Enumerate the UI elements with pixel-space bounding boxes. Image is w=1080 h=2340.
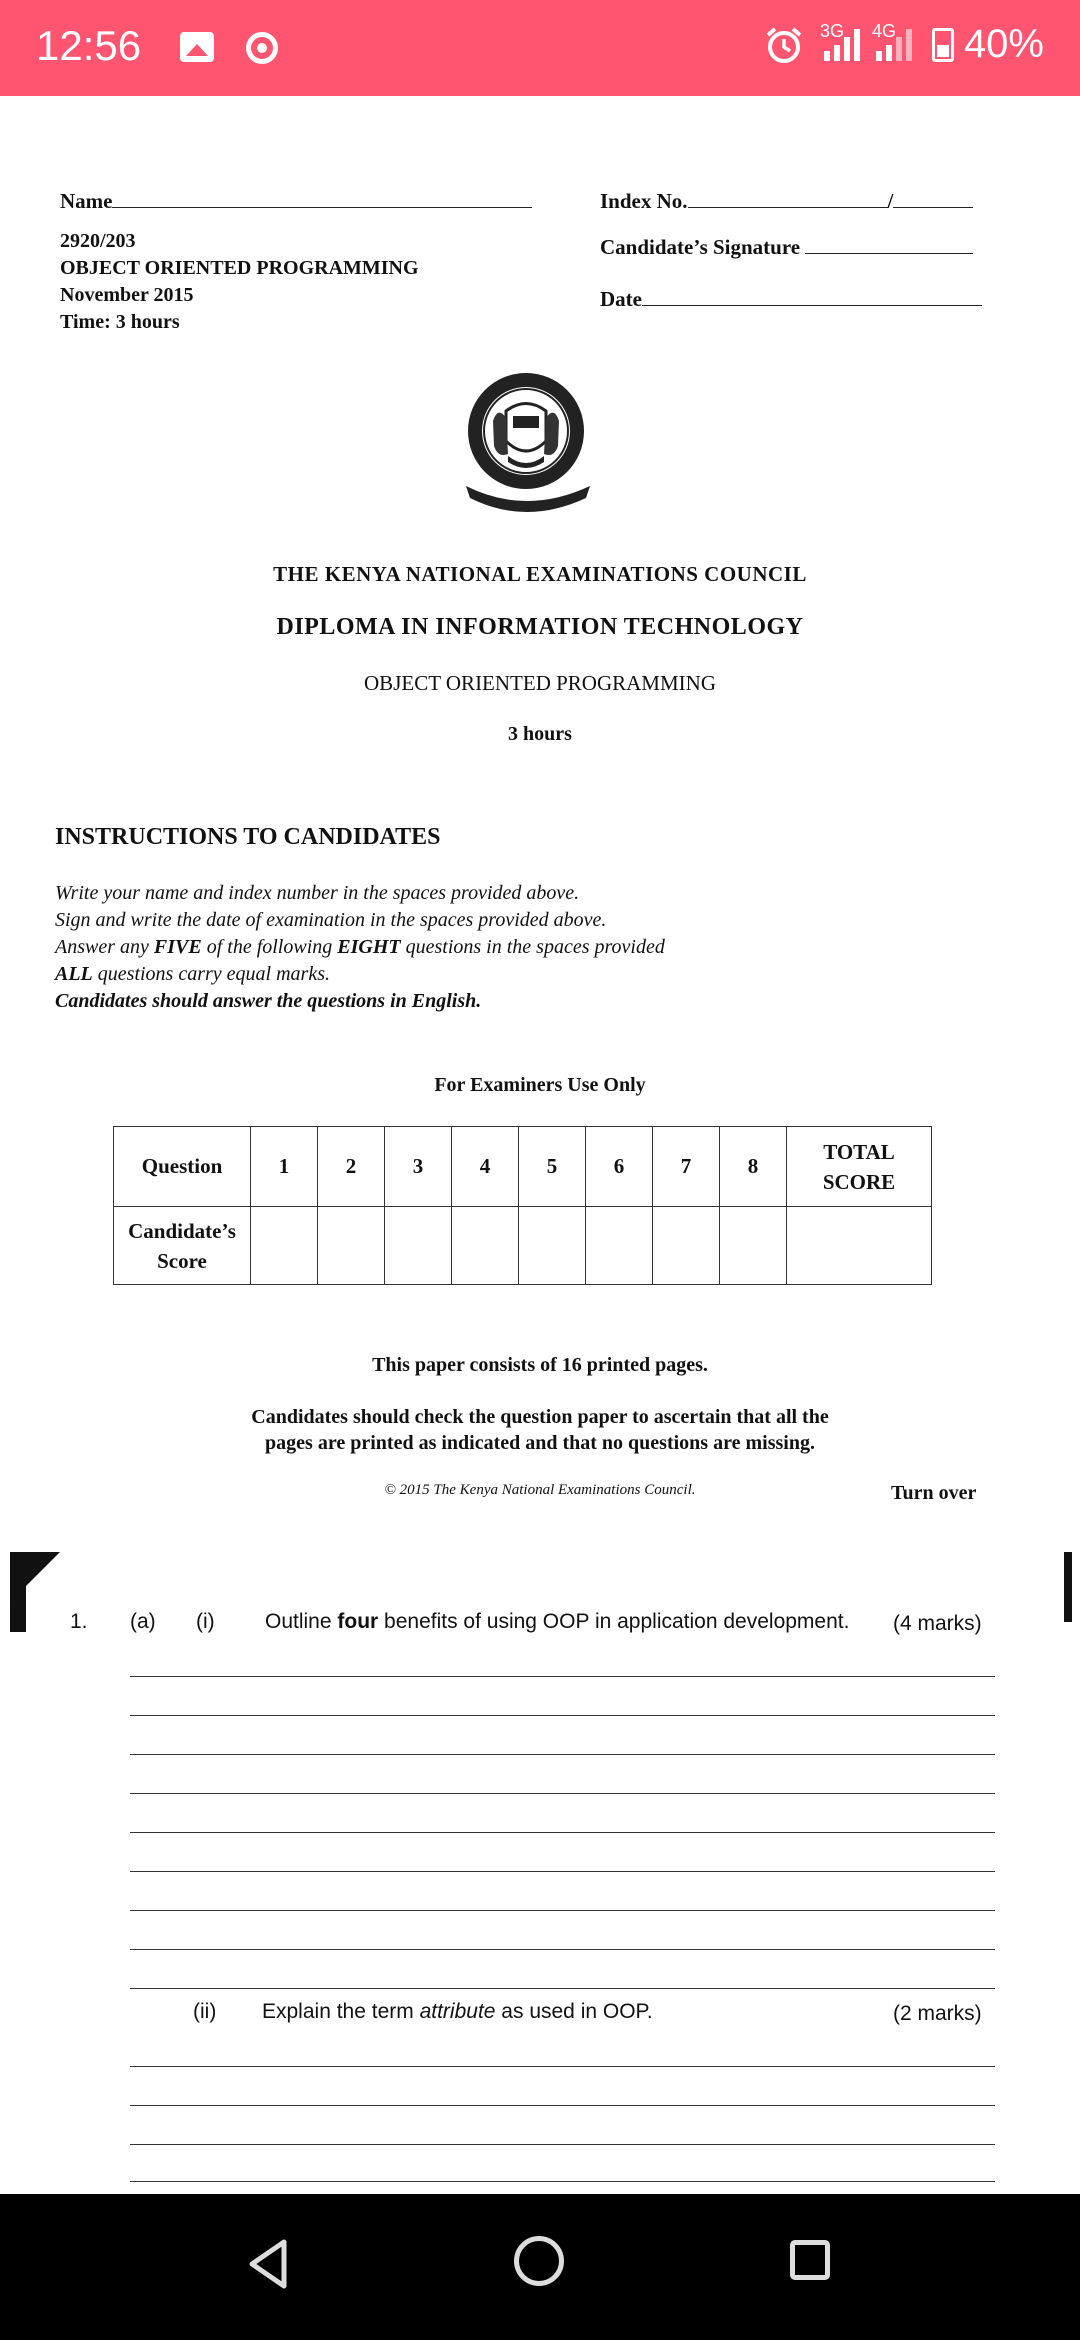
instruction-4-rest: questions carry equal marks. [92, 963, 330, 985]
paper-time: Time: 3 hours [60, 311, 180, 333]
index-blank-2 [893, 188, 973, 208]
answer-line [130, 1910, 995, 1911]
instruction-line-4 [55, 963, 330, 986]
question-header: Question [114, 1127, 251, 1207]
instruction-line-3 [55, 936, 665, 959]
q1aii-part-1: Explain the term [262, 2000, 420, 2023]
date-field [600, 286, 982, 312]
date-blank [642, 286, 982, 306]
record-icon [246, 32, 278, 64]
network-4g-label: 4G [871, 20, 896, 41]
answer-line [130, 1715, 995, 1716]
candidate-label: Candidate’s [128, 1218, 236, 1243]
subject-title: OBJECT ORIENTED PROGRAMMING [364, 671, 716, 695]
signal-icon [819, 20, 860, 61]
question-part-a: (a) [130, 1610, 156, 1633]
total-label: TOTAL [823, 1139, 895, 1164]
answer-line [130, 1754, 995, 1755]
signature-blank [805, 234, 973, 254]
score-cell[interactable] [318, 1207, 385, 1285]
candidate-score-header [114, 1207, 251, 1285]
name-blank [112, 188, 532, 208]
score-cell[interactable] [586, 1207, 653, 1285]
answer-line [130, 2181, 995, 2182]
score-cell[interactable] [653, 1207, 720, 1285]
answer-line [130, 1793, 995, 1794]
question-number: 3 [385, 1127, 452, 1207]
q1aii-attribute: attribute [419, 2000, 496, 2023]
q1ai-four: four [337, 1610, 379, 1633]
score-table-score-row [114, 1207, 932, 1285]
question-sub-ii: (ii) [193, 2000, 217, 2023]
q1aii-part-2: as used in OOP. [495, 2000, 653, 2023]
paper-subject: OBJECT ORIENTED PROGRAMMING [60, 257, 419, 279]
instruction-3-eight: EIGHT [337, 936, 401, 958]
scan-edge-mark-2 [10, 1552, 60, 1602]
instruction-line-1: Write your name and index number in the spaces provided above. [55, 882, 580, 904]
council-title: THE KENYA NATIONAL EXAMINATIONS COUNCIL [273, 562, 807, 586]
score-cell[interactable] [720, 1207, 787, 1285]
q1ai-part-2: benefits of using OOP in application development. [378, 1610, 850, 1633]
score-cell[interactable] [251, 1207, 318, 1285]
answer-line [130, 2105, 995, 2106]
paper-code: 2920/203 [60, 230, 136, 252]
name-field [60, 188, 532, 214]
instruction-line-5: Candidates should answer the questions in English. [55, 990, 482, 1012]
total-score-cell[interactable] [787, 1207, 932, 1285]
score-label-2: Score [157, 1248, 207, 1273]
index-separator: / [887, 189, 894, 213]
answer-line [130, 1871, 995, 1872]
question-number: 2 [318, 1127, 385, 1207]
question-number-1: 1. [70, 1610, 88, 1633]
network-3g-label: 3G [819, 20, 844, 41]
score-cell[interactable] [519, 1207, 586, 1285]
signature-field [600, 234, 973, 260]
instruction-3-part-2: of the following [201, 936, 338, 958]
signal-icon-2 [871, 20, 912, 61]
instruction-line-2: Sign and write the date of examination in the spaces provided above. [55, 909, 607, 931]
question-number: 1 [251, 1127, 318, 1207]
signature-label: Candidate’s Signature [600, 235, 801, 259]
instruction-3-part-3: questions in the spaces provided [400, 936, 665, 958]
total-score-header [787, 1127, 932, 1207]
status-bar [0, 0, 1080, 96]
score-cell[interactable] [385, 1207, 452, 1285]
duration-title: 3 hours [508, 723, 572, 745]
question-1a-ii-text [262, 2000, 653, 2024]
date-label: Date [600, 287, 642, 311]
instruction-4-all: ALL [55, 963, 93, 985]
question-number: 5 [519, 1127, 586, 1207]
q1ai-part-1: Outline [265, 1610, 338, 1633]
question-number: 7 [653, 1127, 720, 1207]
navigation-bar [0, 2194, 1080, 2340]
score-table-header-row [114, 1127, 932, 1207]
index-label: Index No. [600, 189, 688, 213]
answer-line [130, 1676, 995, 1677]
answer-line [130, 1949, 995, 1950]
back-icon[interactable] [246, 2238, 290, 2290]
answer-line [130, 1832, 995, 1833]
question-number: 6 [586, 1127, 653, 1207]
answer-line [130, 1988, 995, 1989]
question-sub-i: (i) [196, 1610, 215, 1633]
index-blank [688, 188, 888, 208]
diploma-title: DIPLOMA IN INFORMATION TECHNOLOGY [276, 614, 804, 640]
knec-crest-logo [458, 366, 608, 516]
question-1a-i-text [265, 1610, 849, 1634]
instruction-3-five: FIVE [153, 936, 202, 958]
battery-percent: 40% [963, 22, 1044, 66]
alarm-icon [764, 25, 804, 65]
answer-line [130, 2144, 995, 2145]
scan-edge-mark-3 [1064, 1552, 1072, 1622]
battery-icon [932, 28, 954, 62]
gallery-icon [180, 32, 214, 62]
check-note-line-1: Candidates should check the question paper to ascertain that all the [251, 1406, 829, 1428]
turn-over-note: Turn over [891, 1482, 977, 1504]
paper-date: November 2015 [60, 284, 194, 306]
marks-1a-i: (4 marks) [893, 1612, 982, 1635]
index-field [600, 188, 973, 214]
copyright-note: © 2015 The Kenya National Examinations Council. [384, 1482, 696, 1498]
home-icon[interactable] [514, 2236, 564, 2286]
score-label: SCORE [822, 1169, 896, 1194]
recent-apps-icon[interactable] [790, 2240, 830, 2280]
instructions-heading: INSTRUCTIONS TO CANDIDATES [55, 824, 441, 850]
answer-line [130, 2066, 995, 2067]
name-label: Name [60, 189, 113, 213]
marks-1a-ii: (2 marks) [893, 2002, 982, 2025]
document-page[interactable] [0, 96, 1080, 2194]
pages-note: This paper consists of 16 printed pages. [372, 1354, 708, 1376]
examiners-heading: For Examiners Use Only [434, 1074, 646, 1096]
score-table [113, 1126, 932, 1285]
check-note-line-2: pages are printed as indicated and that no questions are missing. [265, 1432, 815, 1454]
instruction-3-part-1: Answer any [55, 936, 154, 958]
clock: 12:56 [36, 22, 142, 69]
question-number: 4 [452, 1127, 519, 1207]
status-icons [764, 22, 1044, 67]
score-cell[interactable] [452, 1207, 519, 1285]
question-number: 8 [720, 1127, 787, 1207]
